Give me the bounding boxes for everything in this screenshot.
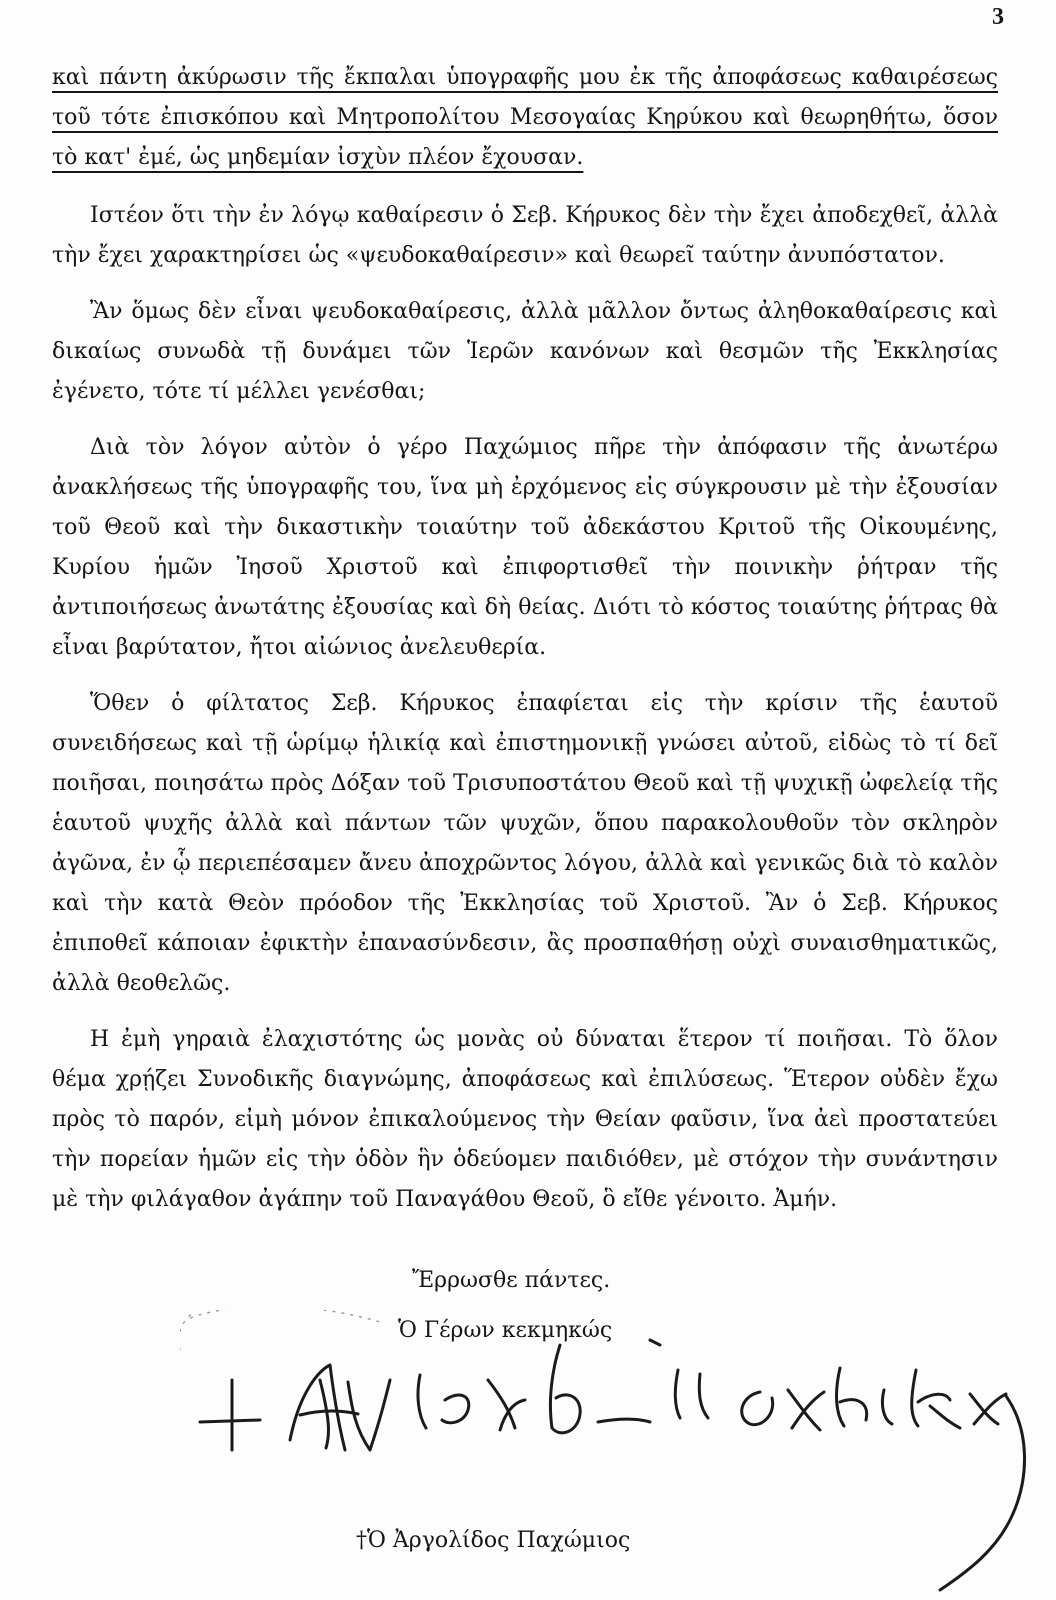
page-number: 3 [992,4,1004,30]
farewell-line: Ἔρρωσθε πάντες. [412,1268,611,1293]
elder-line: Ὁ Γέρων κεκμηκώς [398,1318,613,1343]
paragraph-othen: Ὅθεν ὁ φίλτατος Σεβ. Κήρυκος ἐπαφίεται εἰς τὴν κρίσιν τῆς ἑαυτοῦ συνειδήσεως καὶ τῇ ὡρίμῳ ἡλικίᾳ καὶ ἐπιστημονικῇ γνώσει αὐτοῦ, εἰδὼς τὸ τί δεῖ ποιῆσαι, ποιησάτω πρὸς Δόξαν τοῦ Τρισυποστάτου Θεοῦ καὶ τῇ ψυχικῇ ὠφελείᾳ τῆς ἑαυτοῦ ψυχῆς ἀλλὰ καὶ πάντων τῶν ψυχῶν, ὅπου παρακολουθοῦν τὸν σκληρὸν ἀγῶνα, ἐν ᾧ περιεπέσαμεν ἄνευ ἀποχρῶντος λόγου, ἀλλὰ καὶ γενικῶς διὰ τὸ καλὸν καὶ τὴν κατὰ Θεὸν πρόοδον τῆς Ἐκκλησίας τοῦ Χριστοῦ. Ἂν ὁ Σεβ. Κήρυκος ἐπιποθεῖ κάποιαν ἐφικτὴν ἐπανασύνδεσιν, ἂς προσπαθήσῃ οὐχὶ συναισθηματικῶς, ἀλλὰ θεοθελῶς. [52,691,998,996]
paragraph-i-emi: Η ἐμὴ γηραιὰ ἐλαχιστότης ὡς μονὰς οὐ δύναται ἕτερον τί ποιῆσαι. Τὸ ὅλον θέμα χρῄζει Συνοδικῆς διαγνώμης, ἀποφάσεως καὶ ἐπιλύσεως. Ἕτερον οὐδὲν ἔχω πρὸς τὸ παρόν, εἰμὴ μόνον ἐπικαλούμενος τὴν Θείαν φαῦσιν, ἵνα ἀεὶ προστατεύει τὴν πορείαν ἡμῶν εἰς τὴν ὁδὸν ἣν ὁδεύομεν παιδιόθεν, μὲ στόχον τὴν συνάντησιν μὲ τὴν φιλάγαθον ἀγάπην τοῦ Παναγάθου Θεοῦ, ὃ εἴθε γένοιτο. Ἀμήν. [52,1027,998,1212]
paragraph-istéon: Ιστέον ὅτι τὴν ἐν λόγῳ καθαίρεσιν ὁ Σεβ. Κήρυκος δὲν τὴν ἔχει ἀποδεχθεῖ, ἀλλὰ τὴν ἔχει χαρακτηρίσει ὡς «ψευδοκαθαίρεσιν» καὶ θεωρεῖ ταύτην ἀνυπόστατον. [52,203,998,268]
handwritten-signature [180,1310,1050,1600]
paragraph-an-omos: Ἂν ὅμως δὲν εἶναι ψευδοκαθαίρεσις, ἀλλὰ μᾶλλον ὄντως ἀληθοκαθαίρεσις καὶ δικαίως συνωδὰ τῇ δυνάμει τῶν Ἱερῶν κανόνων καὶ θεσμῶν τῆς Ἐκκλησίας ἐγένετο, τότε τί μέλλει γενέσθαι; [52,299,998,404]
paragraph-dia-ton-logon: Διὰ τὸν λόγον αὐτὸν ὁ γέρο Παχώμιος πῆρε τὴν ἀπόφασιν τῆς ἀνωτέρω ἀνακλήσεως τῆς ὑπογραφῆς του, ἵνα μὴ ἐρχόμενος εἰς σύγκρουσιν μὲ τὴν ἐξουσίαν τοῦ Θεοῦ καὶ τὴν δικαστικὴν τοιαύτην τοῦ ἀδεκάστου Κριτοῦ τῆς Οἰκουμένης, Κυρίου ἡμῶν Ἰησοῦ Χριστοῦ καὶ ἐπιφορτισθεῖ τὴν ποινικὴν ῥήτραν τῆς ἀντιποιήσεως ἀνωτάτης ἐξουσίας καὶ δὴ θείας. Διότι τὸ κόστος τοιαύτης ῥήτρας θὰ εἶναι βαρύτατον, ἤτοι αἰώνιος ἀνελευθερία. [52,435,998,660]
signatory-line: †Ὁ Ἀργολίδος Παχώμιος [356,1528,631,1553]
paragraph-revocation: καὶ πάντη ἀκύρωσιν τῆς ἔκπαλαι ὑπογραφῆς μου ἐκ τῆς ἀποφάσεως καθαιρέσεως τοῦ τότε ἐπισκόπου καὶ Μητροπολίτου Μεσογαίας Κηρύκου καὶ θεωρηθήτω, ὅσον τὸ κατ' ἐμέ, ὡς μηδεμίαν ἰσχὺν πλέον ἔχουσαν. [52,65,998,170]
letter-body [52,58,998,1236]
